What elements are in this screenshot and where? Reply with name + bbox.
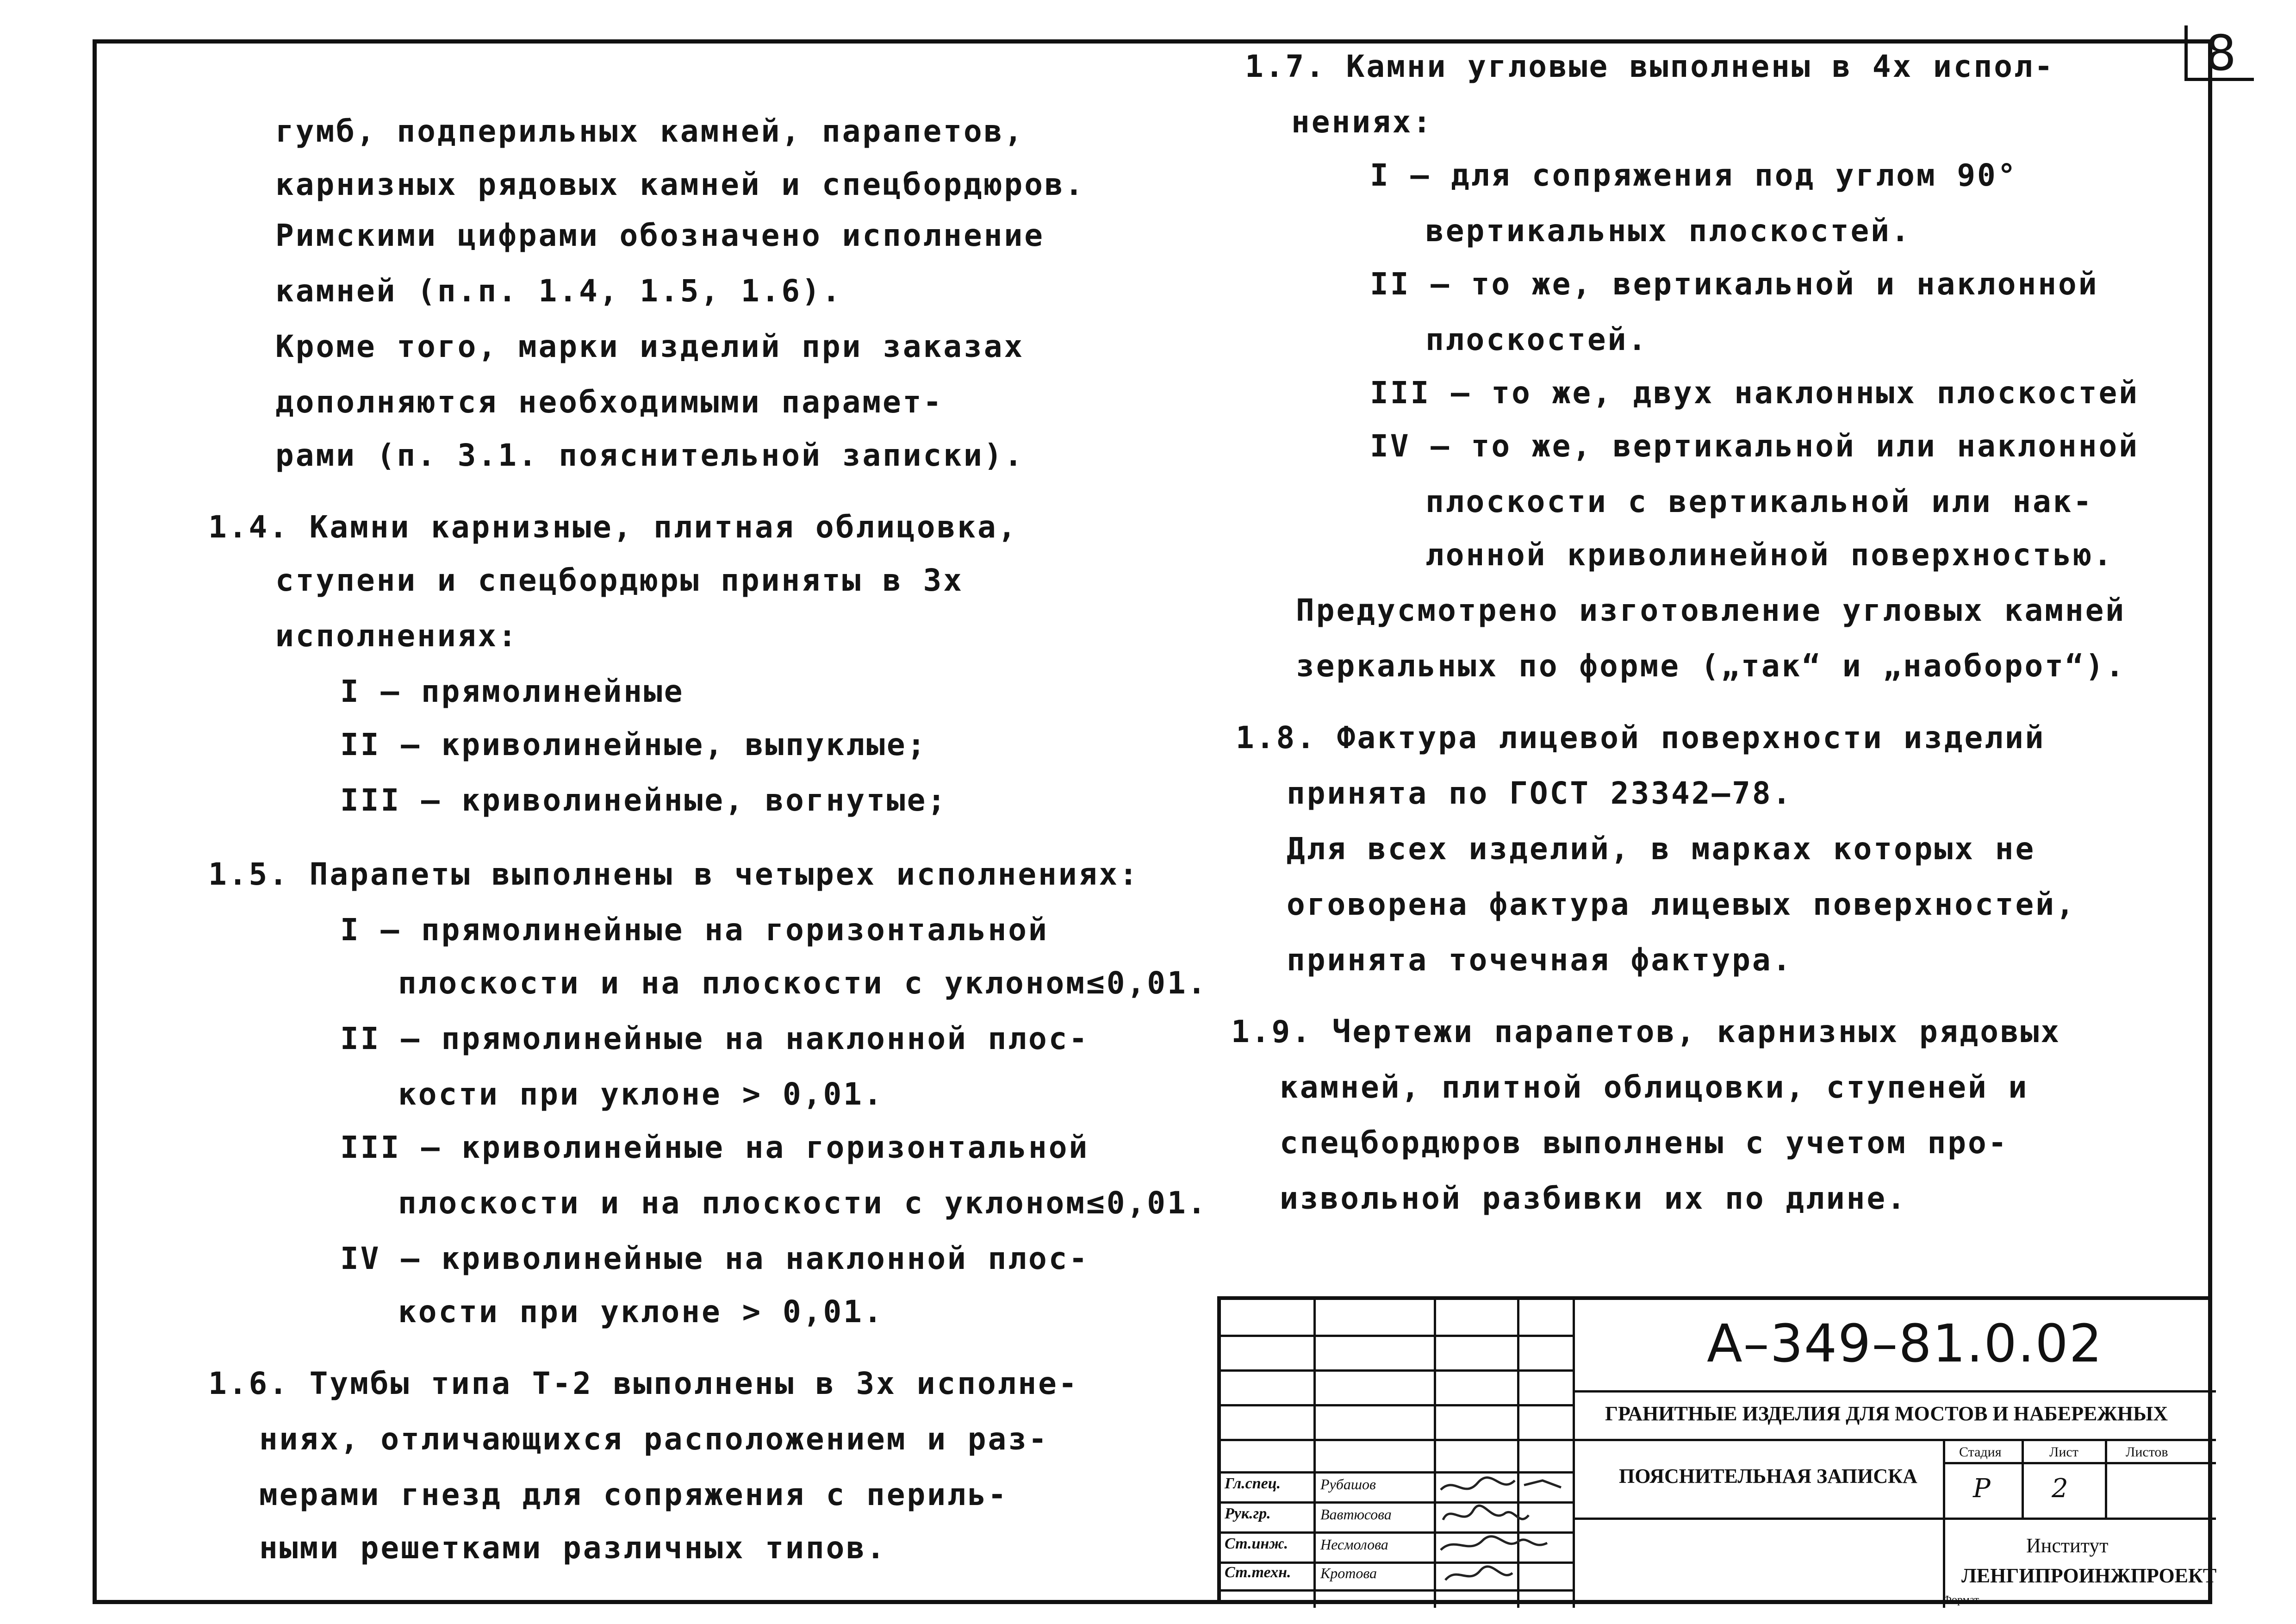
text-line: гумб, подперильных камней, парапетов,	[275, 113, 1025, 149]
text-line: камней, плитной облицовки, ступеней и	[1280, 1069, 2029, 1105]
grid-line	[1221, 1369, 1575, 1372]
grid-line	[1221, 1335, 1575, 1337]
grid-line	[2105, 1439, 2107, 1518]
institute-name: ЛЕНГИПРОИНЖПРОЕКТ	[1961, 1564, 2217, 1587]
title-block	[1217, 1296, 2217, 1606]
text-line: лонной криволинейной поверхностью.	[1425, 537, 2114, 573]
list-item: II – то же, вертикальной и наклонной	[1370, 266, 2099, 302]
text-line: принята по ГОСТ 23342–78.	[1287, 775, 1793, 811]
list-item: I – прямолинейные	[340, 674, 684, 709]
list-item: IV – криволинейные на наклонной плос-	[340, 1241, 1089, 1276]
section-heading-1-8: 1.8. Фактура лицевой поверхности изделий	[1236, 720, 2046, 756]
text-line: Предусмотрено изготовление угловых камней	[1296, 593, 2126, 628]
section-heading-1-5: 1.5. Парапеты выполнены в четырех исполнениях:	[208, 856, 1139, 892]
sheet-value: 2	[2052, 1474, 2068, 1504]
text-line: вертикальных плоскостей.	[1425, 213, 1911, 249]
list-item: III – криволинейные, вогнутые;	[340, 782, 948, 818]
grid-line	[1943, 1439, 1945, 1608]
text-line: камней (п.п. 1.4, 1.5, 1.6).	[275, 273, 842, 309]
role-cell: Рук.гр.	[1225, 1505, 1271, 1522]
text-line: плоскости с вертикальной или нак-	[1425, 484, 2094, 519]
grid-line	[1221, 1404, 1575, 1406]
section-heading-1-7: 1.7. Камни угловые выполнены в 4х испол-	[1245, 49, 2055, 84]
institute-label: Институт	[2026, 1534, 2109, 1557]
text-line: извольной разбивки их по длине.	[1280, 1181, 1907, 1216]
text-line: зеркальных по форме („так“ и „наоборот“).	[1296, 648, 2126, 684]
grid-line	[1943, 1462, 2216, 1464]
format-label: Формат	[1943, 1594, 1979, 1606]
text-line: плоскости и на плоскости с уклоном≤0,01.	[398, 1185, 1208, 1221]
section-heading-1-4: 1.4. Камни карнизные, плитная облицовка,	[208, 509, 1018, 545]
text-line: ными решетками различных типов.	[259, 1530, 887, 1566]
text-line: плоскости и на плоскости с уклоном≤0,01.	[398, 965, 1208, 1001]
text-line: мерами гнезд для сопряжения с периль-	[259, 1477, 1008, 1512]
list-item: II – прямолинейные на наклонной плос-	[340, 1021, 1089, 1056]
text-line: принята точечная фактура.	[1287, 942, 1793, 978]
section-heading-1-9: 1.9. Чертежи парапетов, карнизных рядовых	[1231, 1014, 2061, 1049]
text-line: плоскостей.	[1425, 322, 1649, 357]
role-cell: Гл.спец.	[1225, 1475, 1281, 1492]
role-cell: Ст.инж.	[1225, 1535, 1288, 1552]
sheets-header: Листов	[2126, 1444, 2168, 1460]
grid-line	[1221, 1439, 1575, 1441]
grid-line	[2022, 1439, 2024, 1518]
name-cell: Кротова	[1320, 1565, 1377, 1581]
text-line: Кроме того, марки изделий при заказах	[275, 329, 1025, 364]
text-line: рами (п. 3.1. пояснительной записки).	[275, 437, 1025, 473]
grid-line	[1575, 1390, 2216, 1393]
drawing-subtitle: ПОЯСНИТЕЛЬНАЯ ЗАПИСКА	[1619, 1465, 1917, 1487]
list-item: I – для сопряжения под углом 90°	[1370, 157, 2018, 193]
name-cell: Вавтюсова	[1320, 1506, 1392, 1523]
role-cell: Ст.техн.	[1225, 1564, 1291, 1581]
text-line: оговорена фактура лицевых поверхностей,	[1287, 887, 2076, 922]
document-code: А–349–81.0.02	[1707, 1314, 2103, 1374]
text-line: нениях:	[1291, 104, 1433, 140]
drawing-title: ГРАНИТНЫЕ ИЗДЕЛИЯ ДЛЯ МОСТОВ И НАБЕРЕЖНЫХ	[1605, 1402, 2168, 1425]
text-line: Римскими цифрами обозначено исполнение	[275, 218, 1045, 253]
stage-value: Р	[1973, 1474, 1991, 1504]
text-line: кости при уклоне > 0,01.	[398, 1294, 884, 1330]
text-line: исполнениях:	[275, 618, 518, 654]
grid-line	[1575, 1518, 2216, 1520]
list-item: IV – то же, вертикальной или наклонной	[1370, 428, 2139, 464]
handwritten-signature	[1436, 1471, 1570, 1592]
text-line: ступени и спецбордюры приняты в 3х	[275, 562, 964, 598]
text-line: ниях, отличающихся расположением и раз-	[259, 1421, 1049, 1457]
list-item: II – криволинейные, выпуклые;	[340, 727, 927, 762]
list-item: III – криволинейные на горизонтальной	[340, 1130, 1089, 1165]
list-item: I – прямолинейные на горизонтальной	[340, 912, 1049, 948]
list-item: III – то же, двух наклонных плоскостей	[1370, 375, 2139, 411]
sheet-header: Лист	[2049, 1444, 2078, 1460]
text-line: дополняются необходимыми парамет-	[275, 384, 944, 420]
section-heading-1-6: 1.6. Тумбы типа Т-2 выполнены в 3х исполне-	[208, 1366, 1079, 1401]
text-line: Для всех изделий, в марках которых не	[1287, 831, 2036, 867]
text-line: кости при уклоне > 0,01.	[398, 1076, 884, 1112]
text-line: карнизных рядовых камней и спецбордюров.	[275, 167, 1085, 202]
name-cell: Несмолова	[1320, 1536, 1388, 1553]
stage-header: Стадия	[1959, 1444, 2002, 1460]
name-cell: Рубашов	[1320, 1476, 1376, 1493]
grid-line	[1575, 1439, 2216, 1441]
text-line: спецбордюров выполнены с учетом про-	[1280, 1125, 2009, 1161]
sheet-number: 8	[2184, 25, 2254, 81]
